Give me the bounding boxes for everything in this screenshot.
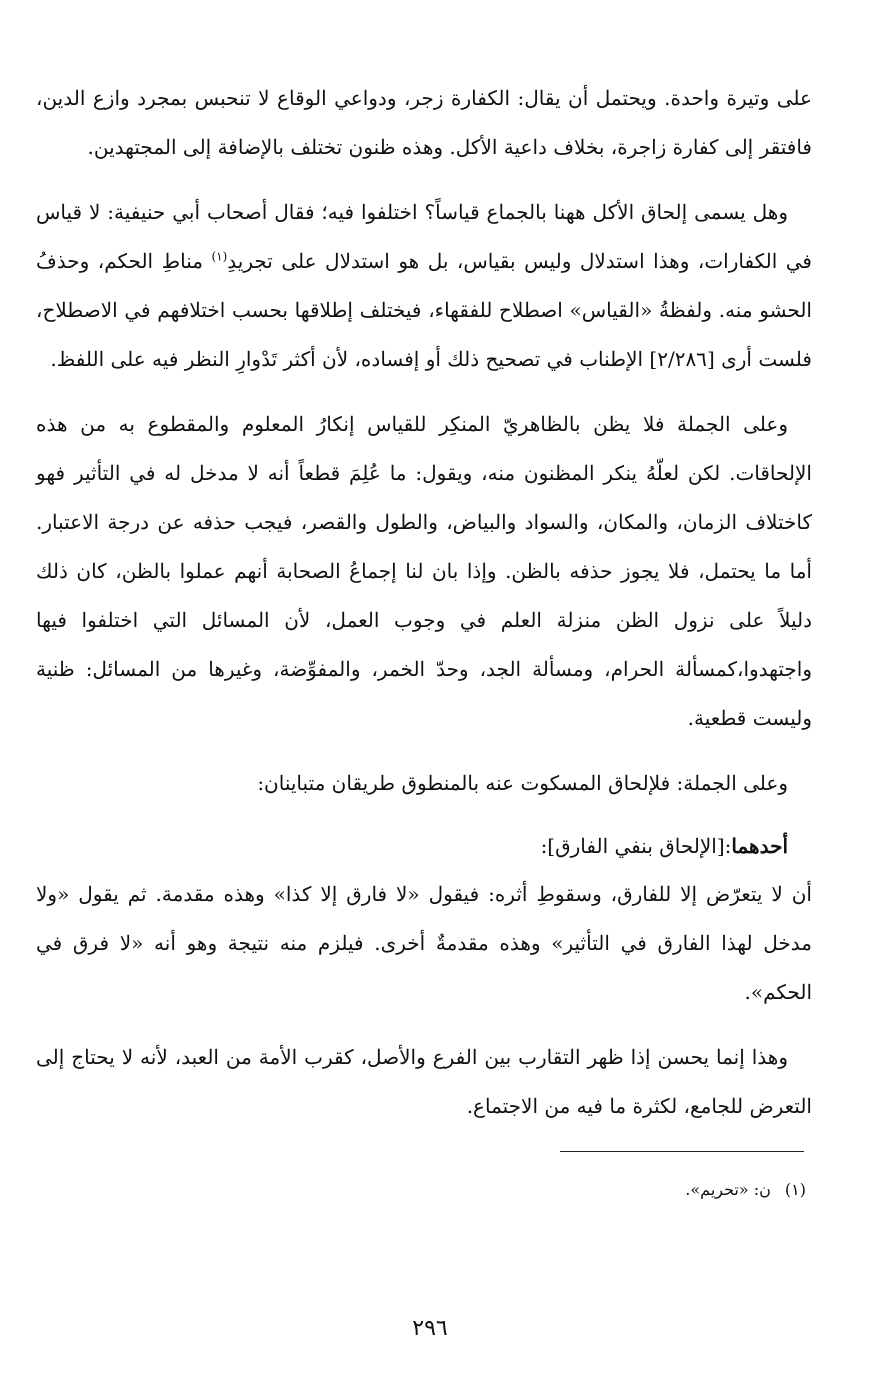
paragraph-2-part-2: مناطِ الحكم، وحذفُ الحشو منه. ولفظةُ «القياس» اصطلاح للفقهاء، فيختلف إطلاقها بحسب اختلافهم في الاصطلاح، فلست أرى [٢/٢٨٦] الإطناب في تصحيح ذلك أو إفساده، لأن أكثر تَدْوارِ النظر فيه على اللفظ. [36,249,812,371]
paragraph-3: وعلى الجملة فلا يظن بالظاهريّ المنكِر للقياس إنكارُ المعلوم والمقطوع به من هذه الإلحاقات. لكن لعلّهُ ينكر المظنون منه، ويقول: ما عُلِمَ قطعاً أنه لا مدخل له في التأثير فهو كاختلاف الزمان، والمكان، والسواد والبياض، والطول والقصر، فيجب حذفه عن درجة الاعتبار. أما ما يحتمل، فلا يجوز حذفه بالظن. وإذا بان لنا إجماعُ الصحابة أنهم عملوا بالظن، كان ذلك دليلاً على نزول الظن منزلة العلم في وجوب العمل، لأن المسائل التي اختلفوا فيها واجتهدوا،كمسألة الحرام، ومسألة الجد، وحدّ الخمر، والمفوِّضة، وغيرها من المسائل: ظنية وليست قطعية. [36,412,812,730]
footnote-divider [560,1151,804,1152]
footnote-text: ن: «تحريم». [685,1180,771,1199]
section-heading-bold: أحدهما [731,834,788,858]
footnote-reference[interactable]: (١) [211,249,228,264]
section-heading [36,822,812,870]
paragraph-6: وهذا إنما يحسن إذا ظهر التقارب بين الفرع والأصل، كقرب الأمة من العبد، لأنه لا يحتاج إلى التعرض للجامع، لكثرة ما فيه من الاجتماع. [36,1045,812,1118]
paragraph-2-part-1: وهل يسمى إلحاق الأكل ههنا بالجماع قياساً؟ اختلفوا فيه؛ فقال أصحاب أبي حنيفية: لا قياس في الكفارات، وهذا استدلال وليس بقياس، بل هو استدلال على تجريدِ [36,200,812,273]
footnote-number: (١) [784,1180,806,1199]
section-heading-rest: :[الإلحاق بنفي الفارق]: [540,834,732,858]
main-text-block [36,74,812,1131]
paragraph-5: أن لا يتعرّض إلا للفارق، وسقوطِ أثره: فيقول «لا فارق إلا كذا» وهذه مقدمة. ثم يقول «ولا مدخل لهذا الفارق في التأثير» وهذه مقدمةٌ أخرى. فيلزم منه نتيجة وهو أنه «لا فرق في الحكم». [36,882,812,1004]
footnote [36,1175,806,1205]
paragraph-1: على وتيرة واحدة. ويحتمل أن يقال: الكفارة زجر، ودواعي الوقاع لا تنحبس بمجرد وازع الدين، فافتقر إلى كفارة زاجرة، بخلاف داعية الأكل. وهذه ظنون تختلف بالإضافة إلى المجتهدين. [36,86,812,159]
page-number: ٢٩٦ [412,1316,448,1341]
paragraph-4: وعلى الجملة: فلإلحاق المسكوت عنه بالمنطوق طريقان متباينان: [257,771,788,795]
paragraph-2 [36,188,812,384]
